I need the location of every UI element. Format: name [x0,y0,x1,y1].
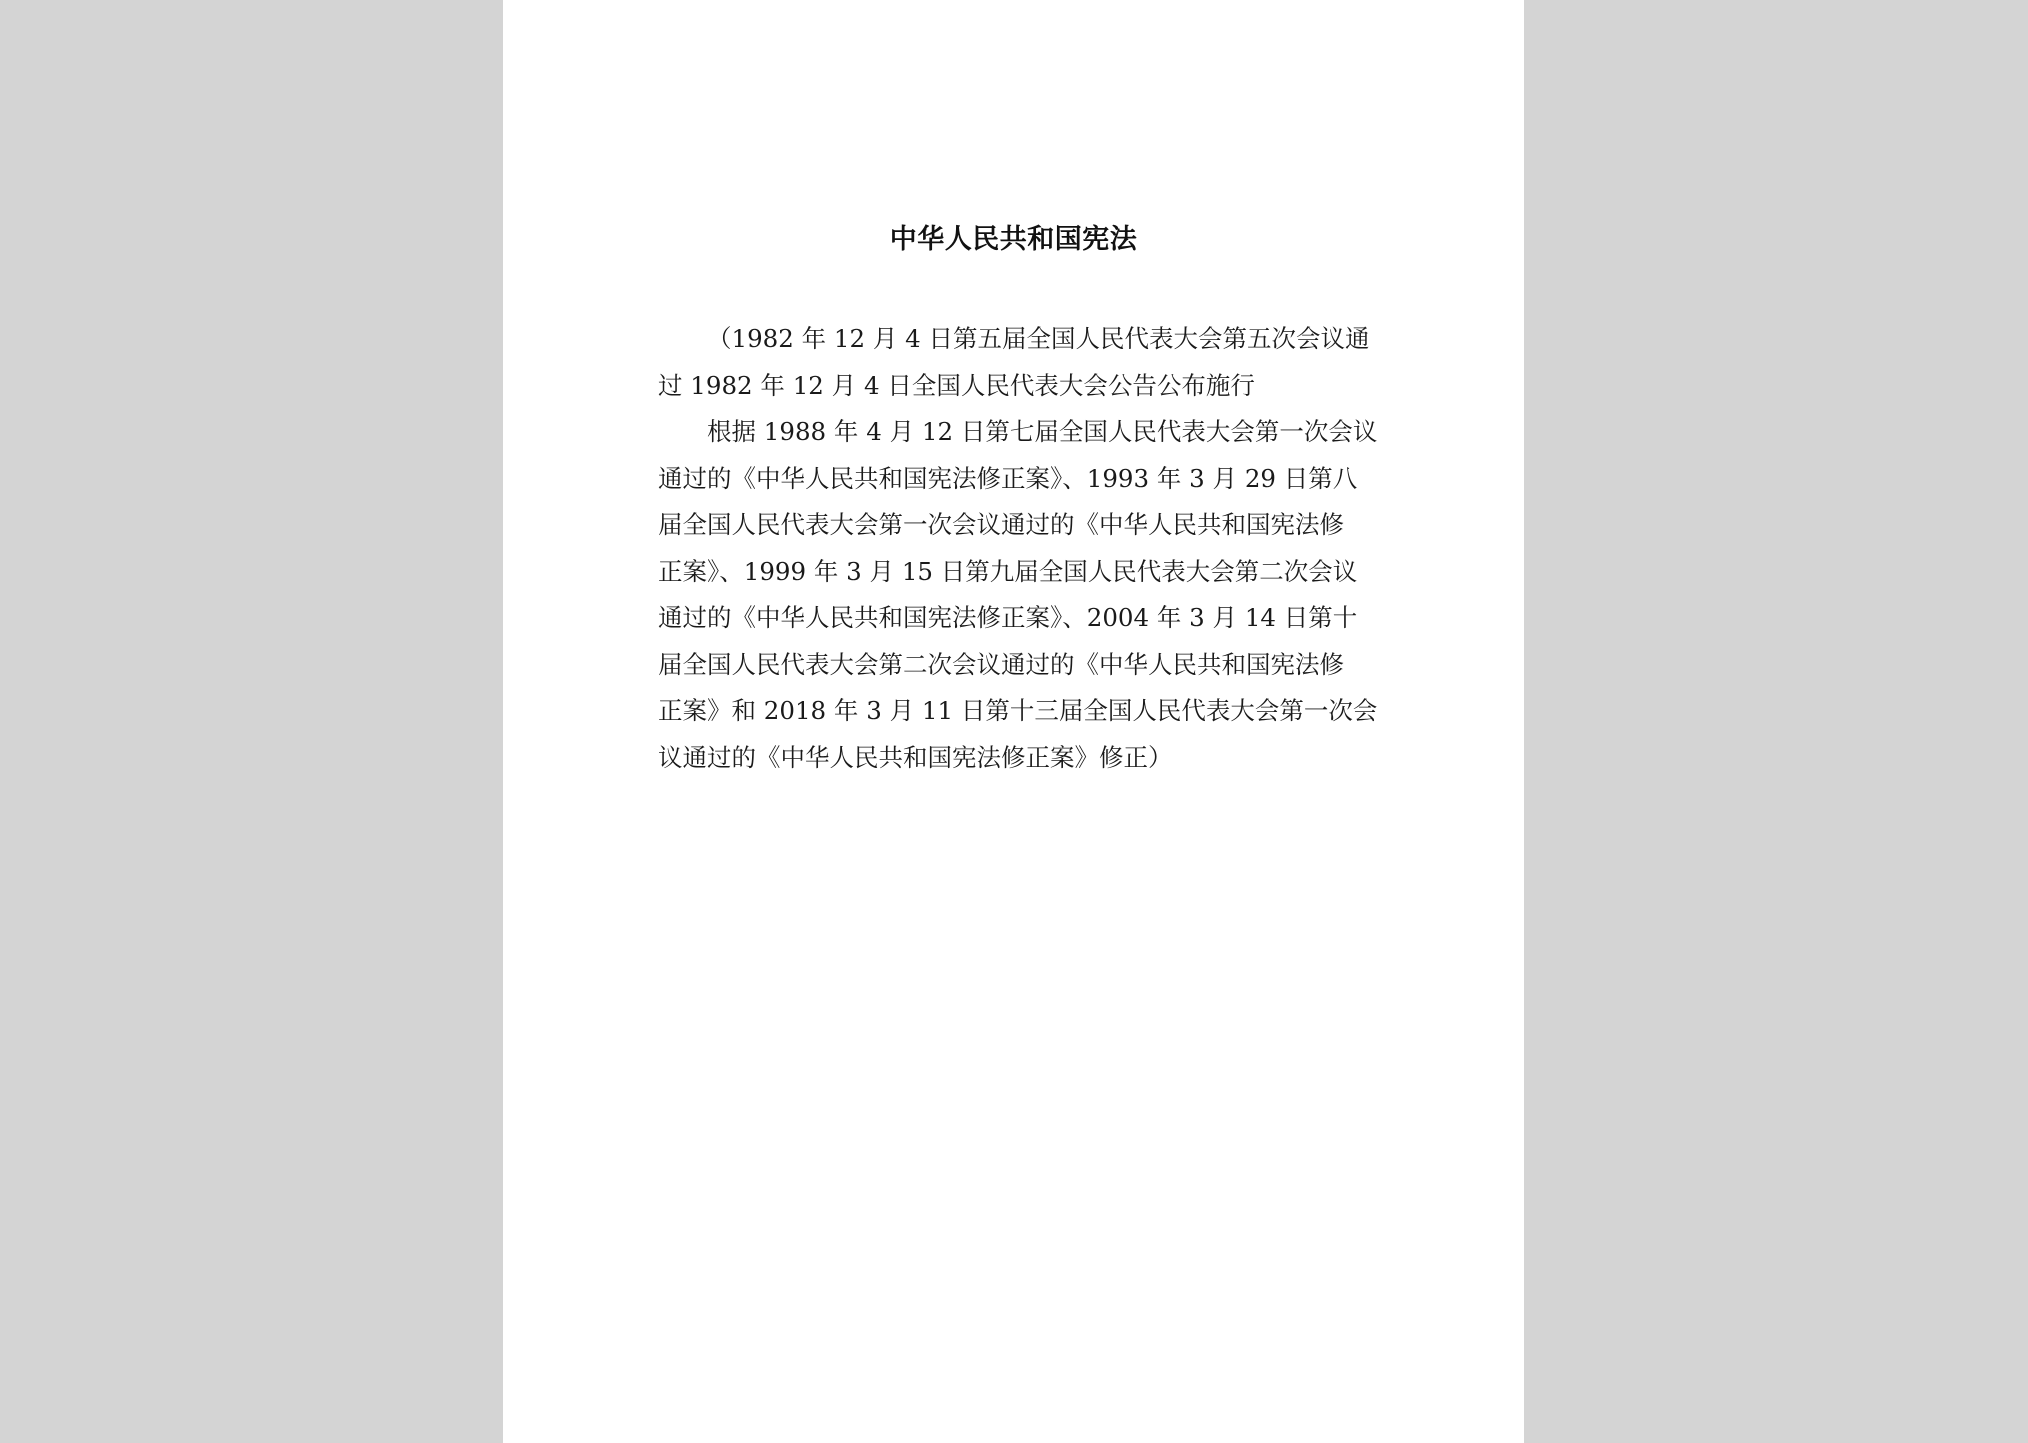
text-line: 通过的《中华人民共和国宪法修正案》、1993 年 3 月 29 日第八 [658,463,1358,493]
text-line: 届全国人民代表大会第二次会议通过的《中华人民共和国宪法修 [658,649,1344,679]
text-line: 根据 1988 年 4 月 12 日第七届全国人民代表大会第一次会议 [707,417,1378,446]
text-line: 通过的《中华人民共和国宪法修正案》、2004 年 3 月 14 日第十 [658,603,1358,632]
text-line: 届全国人民代表大会第一次会议通过的《中华人民共和国宪法修 [658,510,1344,539]
text-line: 正案》和 2018 年 3 月 11 日第十三届全国人民代表大会第一次会 [658,696,1378,725]
text-line: （1982 年 12 月 4 日第五届全国人民代表大会第五次会议通 [707,324,1370,353]
adoption-note [658,316,1378,781]
text-line: 正案》、1999 年 3 月 15 日第九届全国人民代表大会第二次会议 [658,556,1358,586]
text-line: 过 1982 年 12 月 4 日全国人民代表大会公告公布施行 [658,370,1255,400]
document-title: 中华人民共和国宪法 [889,224,1138,255]
document-page [503,0,1524,1443]
text-line: 议通过的《中华人民共和国宪法修正案》修正） [658,742,1173,772]
